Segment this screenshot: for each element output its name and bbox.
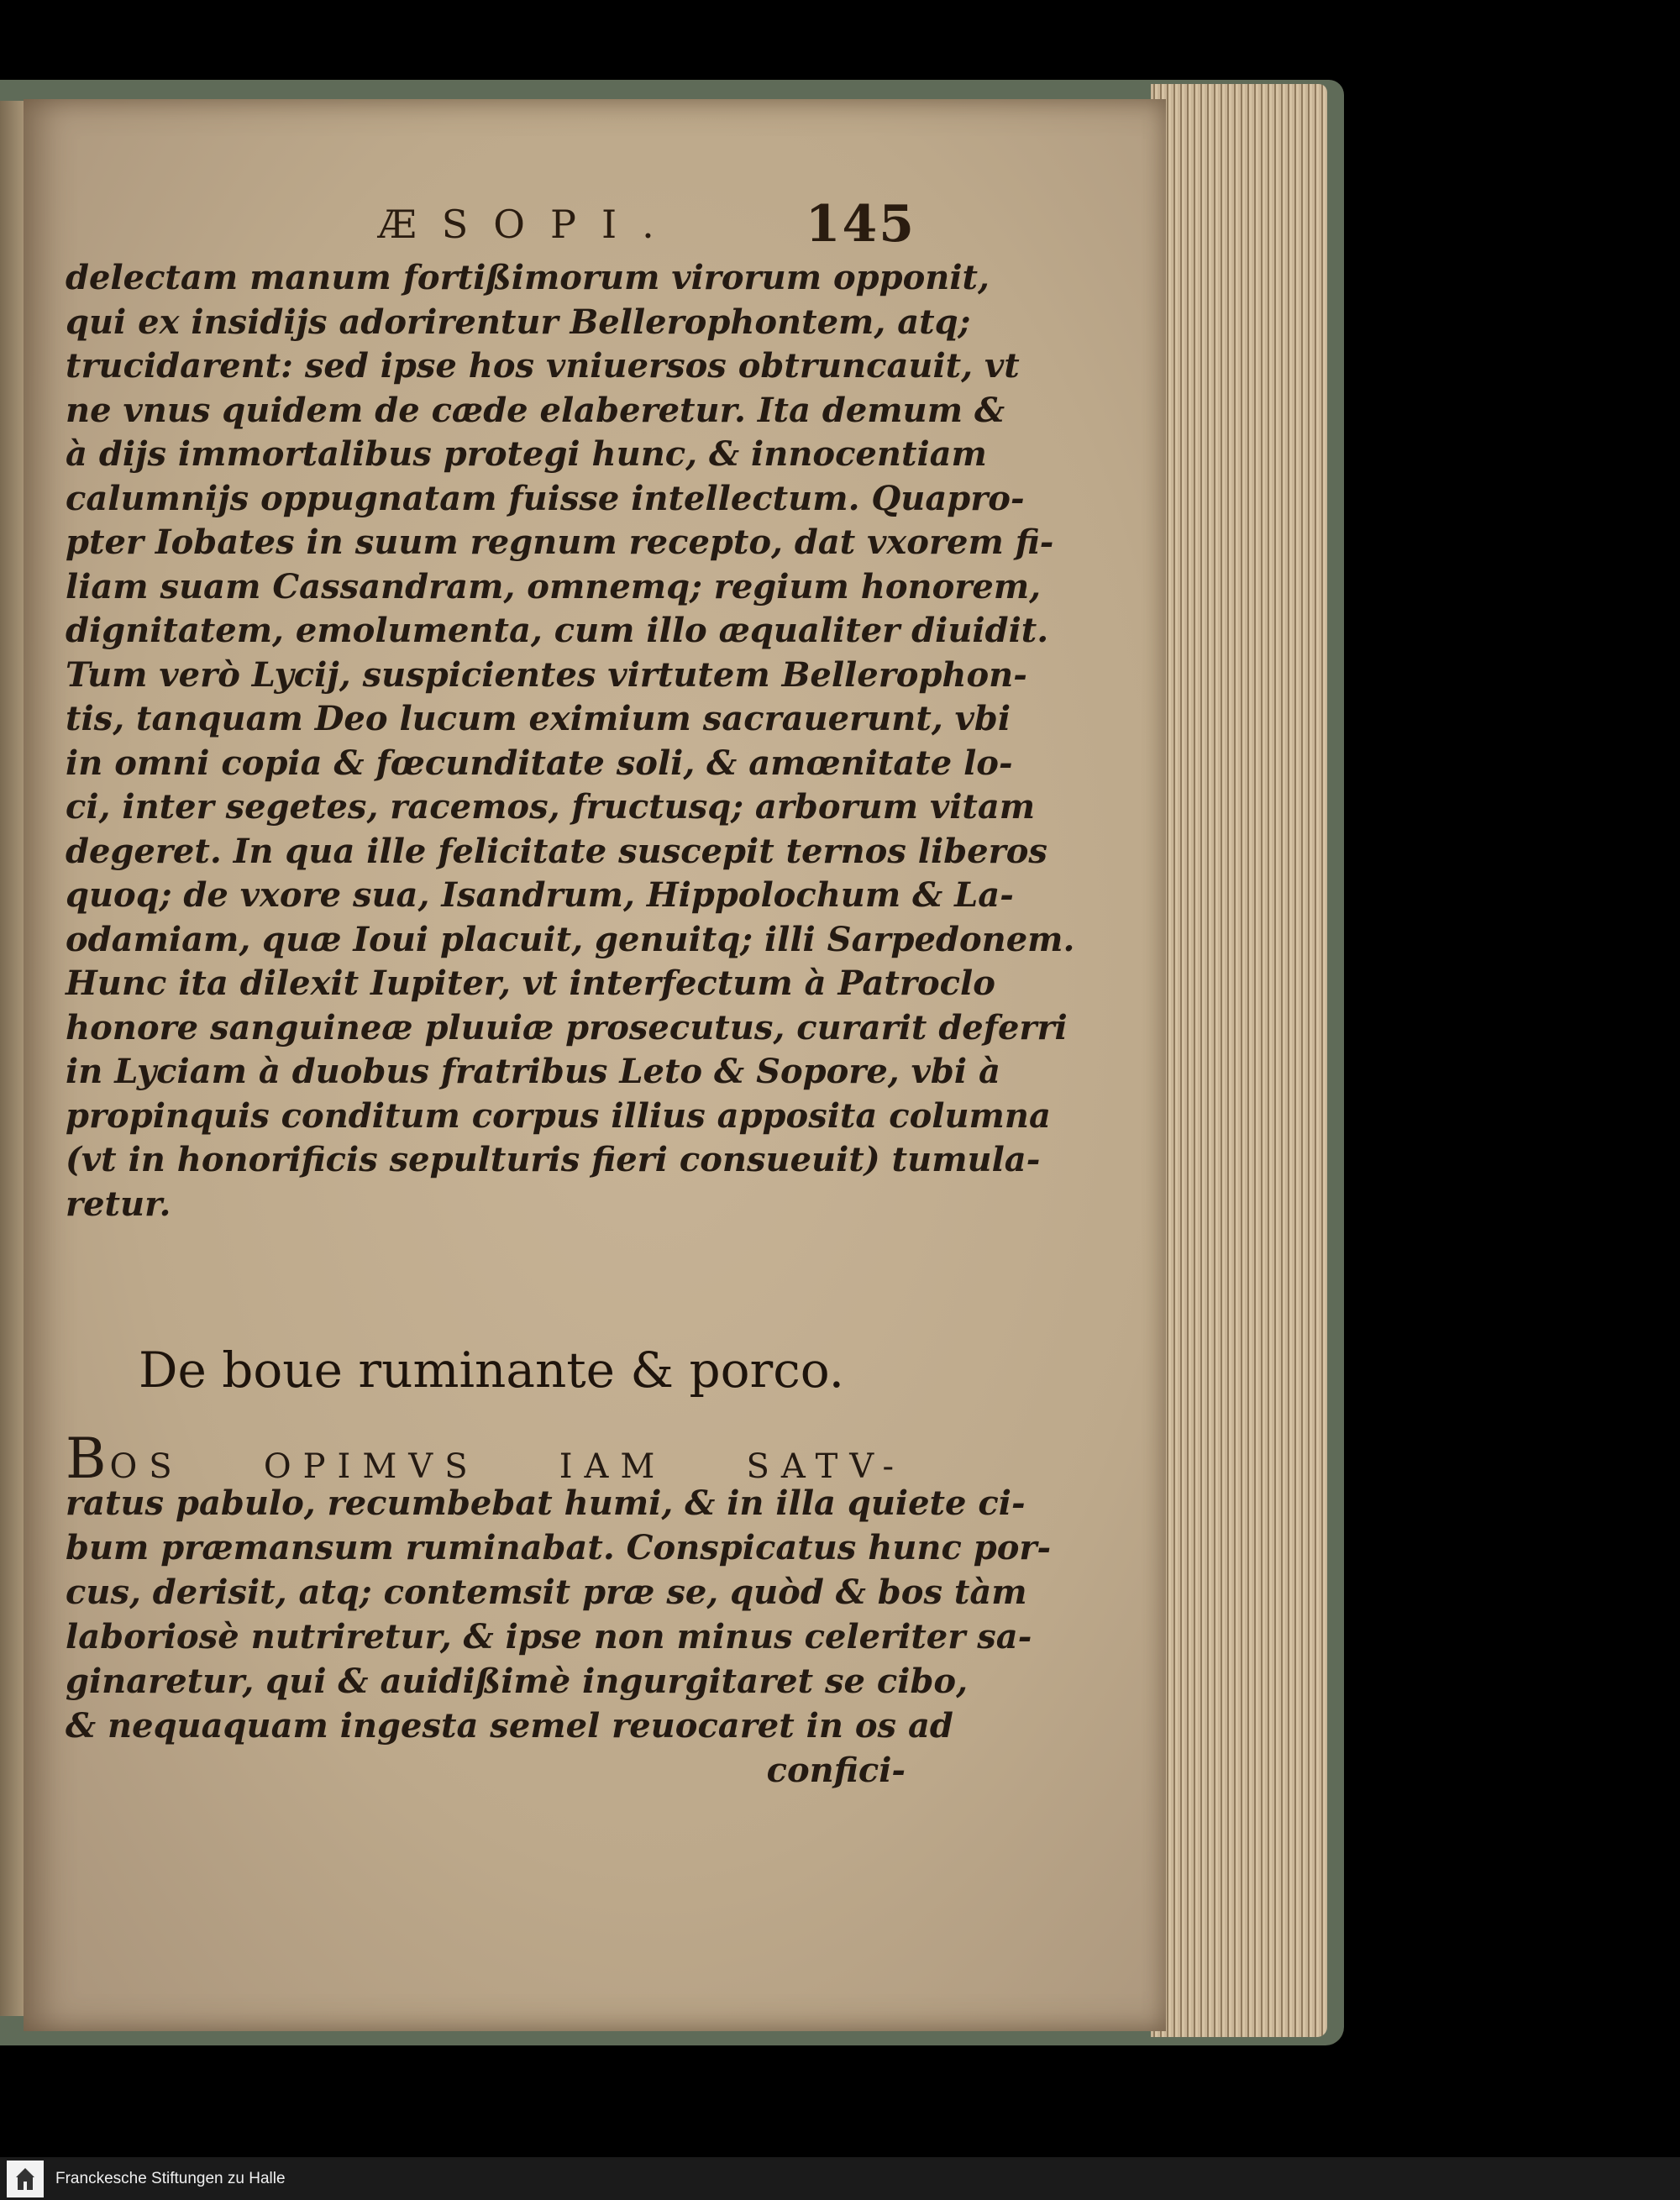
text-line: pter Iobates in suum regnum recepto, dat vxorem fi- (66, 522, 1054, 562)
text-line: honore sanguineæ pluuiæ prosecutus, curarit deferri (66, 1007, 1068, 1047)
running-head (0, 195, 916, 254)
text-line: liam suam Cassandram, omnemq; regium honorem, (66, 566, 1042, 606)
fable-text (66, 1426, 1052, 1793)
text-line: Tum verò Lycij, suspicientes virtutem Bellerophon- (66, 654, 1027, 695)
text-line: tis, tanquam Deo lucum eximium sacrauerunt, vbi (66, 699, 1011, 738)
text-line: ne vnus quidem de cæde elaberetur. Ita demum & (66, 390, 1005, 430)
text-line: ci, inter segetes, racemos, fructusq; arborum vitam (66, 787, 1036, 827)
small-caps-opening: OS OPIMVS IAM SATV- (109, 1447, 906, 1486)
text-line: à dijs immortalibus protegi hunc, & innocentiam (66, 434, 987, 474)
text-line: propinquis conditum corpus illius apposita columna (66, 1095, 1051, 1136)
text-line: qui ex insidijs adorirentur Bellerophontem, atq; (66, 302, 971, 342)
text-line: delectam manum fortißimorum virorum opponit, (66, 258, 990, 297)
text-line: & nequaquam ingesta semel reuocaret in os ad (66, 1706, 953, 1746)
text-line: quoq; de vxore sua, Isandrum, Hippolochum & La- (66, 875, 1014, 915)
text-line: cus, derisit, atq; contemsit præ se, quòd & bos tàm (66, 1573, 1027, 1612)
page-number: 145 (805, 195, 916, 254)
running-head-title: ÆSOPI. (377, 202, 680, 247)
text-line: odamiam, quæ Ioui placuit, genuitq; illi Sarpedonem. (66, 919, 1075, 959)
text-line: dignitatem, emolumenta, cum illo æqualiter diuidit. (66, 611, 1049, 650)
page-edges (1151, 84, 1327, 2037)
text-line: degeret. In qua ille felicitate suscepit ternos liberos (66, 831, 1047, 871)
text-line: ratus pabulo, recumbebat humi, & in illa quiete ci- (66, 1483, 1026, 1523)
text-line: ginaretur, qui & auidißimè ingurgitaret se cibo, (66, 1662, 969, 1701)
text-line: calumnijs oppugnatam fuisse intellectum. Quapro- (66, 478, 1025, 518)
institution-logo-icon (7, 2161, 44, 2197)
text-line: bum præmansum ruminabat. Conspicatus hunc por- (66, 1528, 1052, 1567)
text-line: (vt in honorificis sepulturis fieri consueuit) tumula- (66, 1140, 1041, 1179)
text-line: retur. (66, 1184, 171, 1224)
body-text (66, 256, 1075, 1226)
fable-first-line (66, 1426, 906, 1491)
footer-label: Franckesche Stiftungen zu Halle (55, 2169, 286, 2187)
footer-bar (0, 2157, 1680, 2200)
text-line: trucidarent: sed ipse hos vniuersos obtruncauit, vt (66, 346, 1020, 386)
text-line: Hunc ita dilexit Iupiter, vt interfectum à Patroclo (66, 963, 995, 1003)
fable-heading: De boue ruminante & porco. (139, 1342, 845, 1399)
catchword: confici- (766, 1751, 906, 1790)
text-line: in Lyciam à duobus fratribus Leto & Sopore, vbi à (66, 1052, 1000, 1091)
text-line: in omni copia & fœcunditate soli, & amœnitate lo- (66, 743, 1013, 783)
text-line: laboriosè nutriretur, & ipse non minus celeriter sa- (66, 1617, 1032, 1657)
drop-cap: B (66, 1426, 110, 1491)
